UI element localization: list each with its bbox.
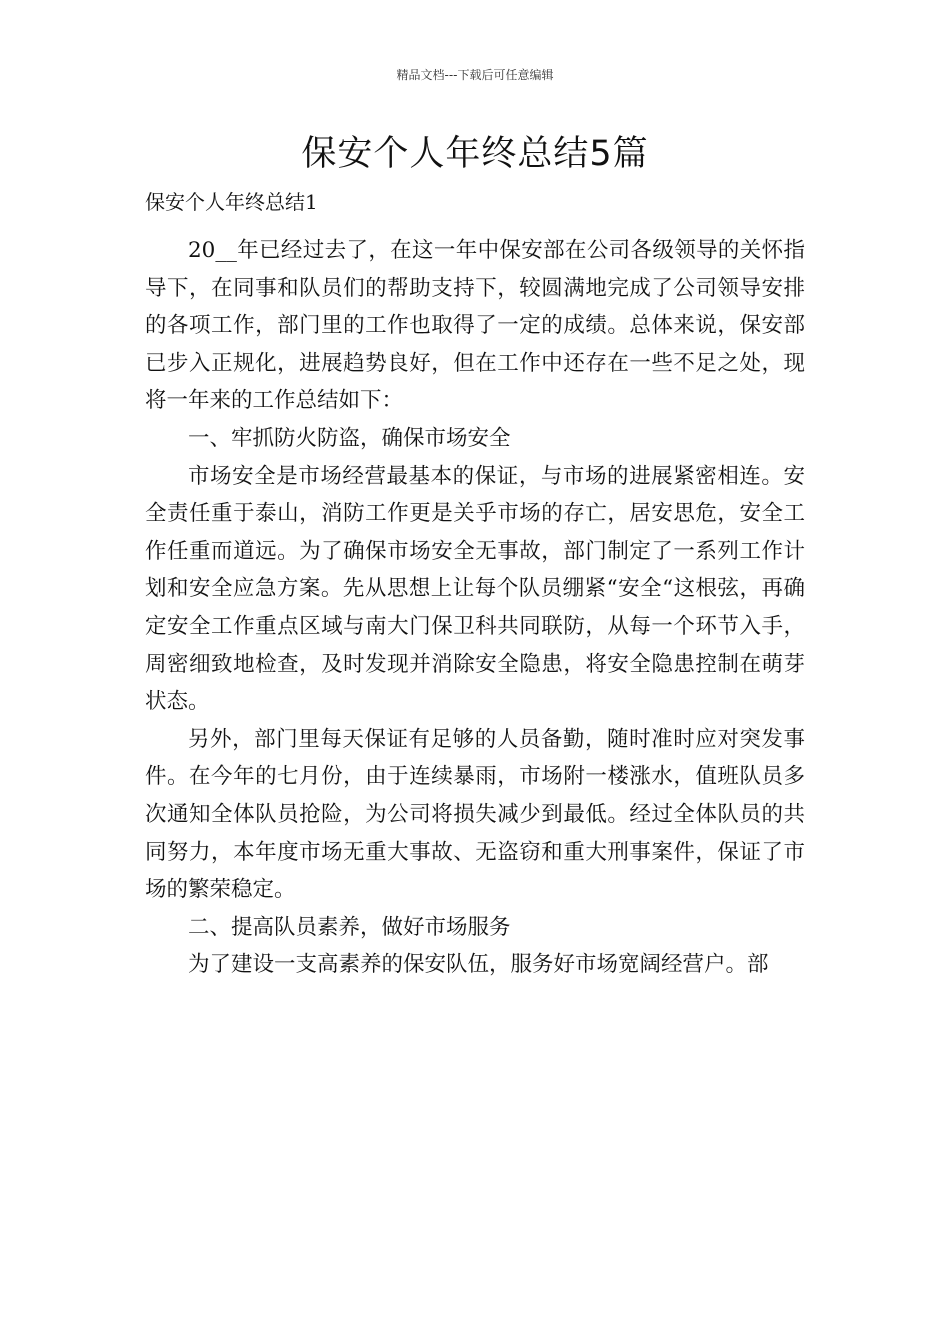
paragraph-team-building: 为了建设一支高素养的保安队伍，服务好市场宽阔经营户。部 (188, 952, 769, 978)
paragraph-emergency: 另外，部门里每天保证有足够的人员备勤，随时准时应对突发事件。在今年的七月份，由于连续暴雨，市场附一楼涨水，值班队员多次通知全体队员抢险，为公司将损失减少到最低。经过全体队员的共同努力，本年度市场无重大事故、无盗窃和重大刑事案件，保证了市场的繁荣稳定。 (145, 726, 805, 903)
section-heading-fire-safety: 一、牢抓防火防盗，确保市场安全 (188, 425, 511, 451)
section-heading-service: 二、提高队员素养，做好市场服务 (188, 914, 511, 940)
paragraph-intro: 20__年已经过去了，在这一年中保安部在公司各级领导的关怀指导下，在同事和队员们的帮助支持下，较圆满地完成了公司领导安排的各项工作，部门里的工作也取得了一定的成绩。总体来说，保安部已步入正规化，进展趋势良好，但在工作中还存在一些不足之处，现将一年来的工作总结如下： (145, 238, 805, 414)
paragraph-market-safety: 市场安全是市场经营最基本的保证，与市场的进展紧密相连。安全责任重于泰山，消防工作更是关乎市场的存亡，居安思危，安全工作任重而道远。为了确保市场安全无事故，部门制定了一系列工作计划和安全应急方案。先从思想上让每个队员绷紧“安全“这根弦，再确定安全工作重点区域与南大门保卫科共同联防，从每一个环节入手，周密细致地检查，及时发现并消除安全隐患，将安全隐患控制在萌芽状态。 (145, 463, 805, 715)
body-text (145, 232, 805, 984)
section-subheading: 保安个人年终总结1 (145, 190, 318, 214)
document-title: 保安个人年终总结5篇 (301, 134, 649, 174)
header-note: 精品文档---下载后可任意编辑 (396, 68, 554, 82)
